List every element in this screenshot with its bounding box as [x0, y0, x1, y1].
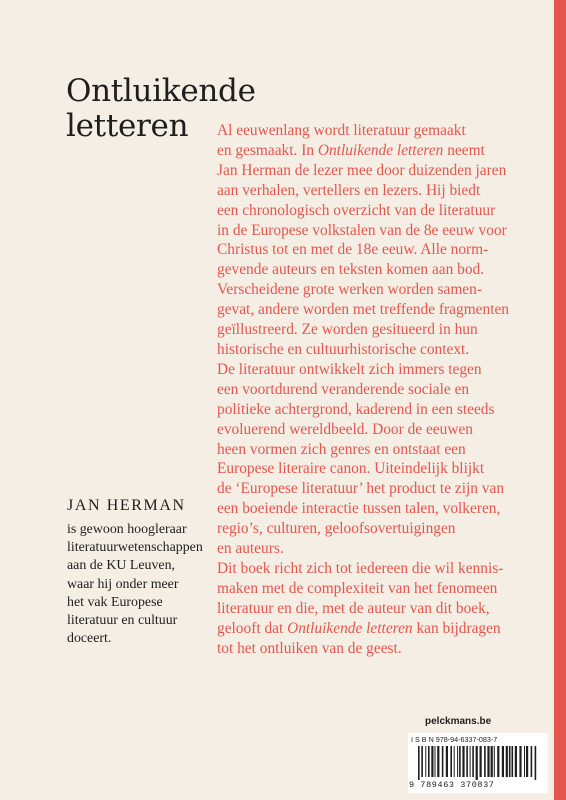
- author-bio-line: aan de KU Leuven,: [67, 558, 175, 574]
- barcode-bar: [512, 746, 514, 777]
- barcode-bar: [506, 746, 508, 777]
- blurb-line: [217, 420, 552, 440]
- blurb-line: [217, 479, 552, 499]
- barcode-bar: [428, 746, 430, 777]
- barcode-bar: [491, 746, 493, 777]
- author-bio-line: waar hij onder meer: [67, 576, 179, 592]
- blurb-line: [217, 300, 552, 320]
- blurb-line: [217, 141, 552, 161]
- blurb-text-run: Al eeuwenlang wordt literatuur gemaakt: [217, 122, 466, 139]
- barcode-bar: [484, 746, 486, 777]
- blurb-line: [217, 559, 552, 579]
- blurb-text-run: de ‘Europese literatuur’ het product te zijn van: [217, 480, 505, 498]
- barcode-bar: [442, 746, 444, 777]
- author-bio-line: is gewoon hoogleraar: [67, 522, 187, 537]
- barcode-bar: [524, 746, 525, 777]
- isbn-barcode-block: [408, 733, 548, 793]
- author-bio: [67, 521, 217, 648]
- blurb-line: [217, 320, 552, 340]
- barcode-bar: [480, 746, 482, 777]
- book-title-line: letteren: [66, 108, 189, 144]
- blurb-text-run: gevende auteurs en teksten komen aan bod.: [217, 261, 485, 279]
- barcode-bar: [472, 746, 474, 777]
- barcode: [418, 746, 538, 780]
- book-title-line: Ontluikende: [66, 73, 256, 109]
- blurb-line: [217, 499, 552, 519]
- barcode-bar: [470, 746, 471, 777]
- blurb-text-run: maken met de complexiteit van het fenomeen: [217, 579, 498, 597]
- barcode-digits: 9 789463 370837: [409, 780, 495, 790]
- blurb-text-run: neemt: [443, 141, 485, 159]
- blurb-line: [217, 599, 552, 619]
- barcode-bar: [531, 746, 533, 777]
- barcode-bar: [459, 746, 461, 777]
- blurb-line: [217, 161, 552, 181]
- blurb-text-run: Jan Herman de lezer mee door duizenden jaren: [217, 161, 507, 179]
- author-name: JAN HERMAN: [67, 497, 186, 514]
- blurb-text-run: kan bijdragen: [412, 619, 501, 637]
- blurb-text: [217, 121, 552, 658]
- blurb-text-run: gelooft dat: [217, 619, 288, 637]
- author-bio-line: doceert.: [67, 631, 112, 647]
- barcode-bar: [431, 746, 433, 777]
- blurb-line: [217, 539, 552, 559]
- barcode-bar: [466, 746, 468, 777]
- barcode-bar: [509, 746, 511, 777]
- blurb-line: [217, 360, 552, 380]
- blurb-text-run: en auteurs.: [217, 540, 284, 558]
- barcode-bar: [494, 746, 495, 777]
- barcode-bar: [526, 746, 528, 777]
- blurb-line: [217, 260, 552, 280]
- publisher-url: pelckmans.be: [425, 716, 492, 727]
- blurb-line: [217, 181, 552, 201]
- barcode-bar: [476, 746, 478, 780]
- blurb-text-run: gevat, andere worden met treffende fragmenten: [217, 301, 509, 319]
- barcode-bar: [497, 746, 499, 777]
- blurb-text-run: geïllustreerd. Ze worden gesitueerd in hun: [217, 321, 478, 339]
- barcode-bar: [454, 746, 455, 777]
- blurb-text-run: historische en cultuurhistorische context.: [217, 340, 470, 358]
- blurb-line: [217, 579, 552, 599]
- blurb-line: [217, 201, 552, 221]
- barcode-bar: [462, 746, 464, 777]
- barcode-bar: [457, 746, 458, 777]
- barcode-bar: [535, 746, 537, 780]
- blurb-text-run: literatuur en die, met de auteur van dit boek,: [217, 599, 490, 617]
- blurb-line: [217, 440, 552, 460]
- blurb-text-run: politieke achtergrond, kaderend in een steeds: [217, 400, 495, 418]
- author-bio-line: literatuur en cultuur: [67, 613, 178, 629]
- blurb-line: [217, 639, 552, 659]
- blurb-text-run: regio’s, culturen, geloofsovertuigingen: [217, 520, 456, 538]
- barcode-bar: [502, 746, 504, 777]
- barcode-bar: [487, 746, 489, 777]
- barcode-bar: [437, 746, 439, 777]
- barcode-bar: [515, 746, 517, 777]
- blurb-text-run: Christus tot en met de 18e eeuw. Alle norm-: [217, 241, 489, 259]
- isbn-number: I S B N 978-94-6337-083-7: [411, 735, 498, 744]
- blurb-text-run: in de Europese volkstalen van de 8e eeuw voor: [217, 221, 507, 239]
- blurb-line: [217, 221, 552, 241]
- author-bio-line: literatuurwetenschappen: [67, 540, 203, 556]
- barcode-bar: [450, 746, 452, 777]
- blurb-line: [217, 459, 552, 479]
- blurb-text-run: een boeiende interactie tussen talen, volkeren,: [217, 500, 501, 518]
- blurb-text-run: De literatuur ontwikkelt zich immers tegen: [217, 360, 482, 378]
- blurb-line: [217, 280, 552, 300]
- blurb-italic-title: Ontluikende letteren: [317, 141, 444, 159]
- blurb-text-run: en gesmaakt. In: [217, 141, 318, 159]
- blurb-line: [217, 619, 552, 639]
- blurb-text-run: Verscheidene grote werken worden samen-: [217, 281, 482, 299]
- blurb-line: [217, 400, 552, 420]
- blurb-text-run: Dit boek richt zich tot iedereen die wil kennis-: [217, 559, 504, 577]
- blurb-text-run: tot het ontluiken van de geest.: [217, 639, 402, 657]
- blurb-italic-title: Ontluikende letteren: [287, 619, 413, 637]
- blurb-text-run: heen vormen zich genres en ontstaat een: [217, 440, 466, 458]
- blurb-text-run: aan verhalen, vertellers en lezers. Hij biedt: [217, 181, 481, 199]
- barcode-bar: [421, 746, 423, 777]
- red-edge-strip: [554, 0, 566, 800]
- blurb-line: [217, 121, 552, 141]
- barcode-bar: [519, 746, 521, 777]
- barcode-bar: [418, 746, 420, 780]
- barcode-bar: [446, 746, 448, 777]
- blurb-text-run: een voortdurend veranderende sociale en: [217, 380, 470, 398]
- author-bio-line: het vak Europese: [67, 594, 163, 610]
- blurb-line: [217, 240, 552, 260]
- blurb-line: [217, 340, 552, 360]
- barcode-bar: [435, 746, 436, 777]
- blurb-text-run: Europese literaire canon. Uiteindelijk blijkt: [217, 460, 485, 478]
- blurb-line: [217, 380, 552, 400]
- barcode-bar: [425, 746, 426, 777]
- blurb-text-run: evoluerend wereldbeeld. Door de eeuwen: [217, 420, 473, 438]
- blurb-text-run: een chronologisch overzicht van de literatuur: [217, 201, 496, 219]
- blurb-line: [217, 519, 552, 539]
